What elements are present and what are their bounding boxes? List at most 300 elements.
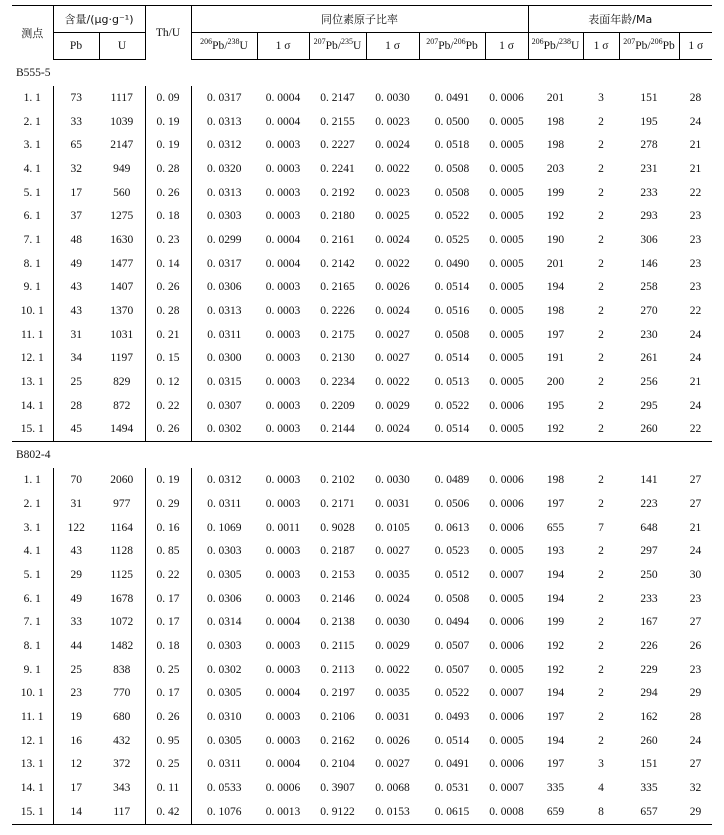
cell-sigma-3: 0. 0005 — [489, 423, 524, 436]
cell-sigma-3: 0. 0005 — [489, 663, 524, 676]
header-isotope-ratio: 同位素原子比率 — [191, 6, 528, 33]
cell-r207-235: 0. 2241 — [320, 162, 355, 175]
cell-age-207-206: 256 — [640, 376, 658, 389]
cell-r207-206: 0. 0514 — [434, 734, 470, 747]
cell-sigma-5: 24 — [689, 115, 702, 128]
cell-sigma-2: 0. 0026 — [375, 281, 410, 294]
cell-sigma-4: 2 — [598, 186, 604, 199]
cell-r207-235: 0. 2197 — [320, 687, 355, 700]
cell-sigma-4: 2 — [598, 592, 604, 605]
header-content: 含量/(μg·g⁻¹) — [53, 6, 145, 33]
cell-r207-206: 0. 0514 — [434, 281, 470, 294]
cell-age-206-238: 194 — [546, 568, 565, 581]
cell-r207-235: 0. 9028 — [320, 521, 355, 534]
table-row — [12, 539, 712, 563]
cell-sigma-1: 0. 0003 — [265, 497, 301, 510]
cell-sigma-2: 0. 0022 — [375, 376, 410, 389]
cell-sigma-3: 0. 0007 — [489, 687, 524, 700]
cell-sigma-1: 0. 0003 — [265, 352, 301, 365]
cell-u: 1494 — [99, 418, 145, 442]
cell-sigma-2: 0. 0035 — [375, 568, 410, 581]
cell-sigma-5: 29 — [689, 687, 702, 700]
cell-u: 1128 — [99, 539, 145, 563]
cell-pb: 12 — [70, 758, 82, 771]
cell-r207-206: 0. 0615 — [419, 800, 485, 824]
cell-r206-238: 0. 0315 — [207, 376, 242, 389]
cell-age-207-206: 294 — [640, 687, 658, 700]
cell-sigma-5: 27 — [689, 616, 702, 629]
cell-u: 1039 — [99, 110, 145, 134]
cell-sigma-2: 0. 0031 — [375, 711, 410, 724]
cell-age-206-238: 197 — [546, 758, 565, 771]
cell-pb: 32 — [70, 162, 82, 175]
cell-r207-235: 0. 2142 — [320, 257, 355, 270]
cell-sigma-1: 0. 0013 — [257, 800, 309, 824]
table-row — [12, 468, 712, 492]
cell-pb: 43 — [70, 305, 82, 318]
cell-sigma-4: 3 — [598, 758, 604, 771]
cell-age-206-238: 655 — [546, 521, 565, 534]
cell-sigma-1: 0. 0003 — [265, 423, 301, 436]
cell-sigma-4: 2 — [598, 257, 604, 270]
table-header — [12, 6, 712, 60]
table-row — [12, 323, 712, 347]
cell-r206-238: 0. 0306 — [207, 281, 242, 294]
cell-sigma-1: 0. 0003 — [265, 663, 301, 676]
cell-sigma-3: 0. 0006 — [489, 497, 524, 510]
cell-pb: 49 — [70, 257, 82, 270]
cell-r207-235: 0. 2153 — [320, 568, 355, 581]
cell-sigma-1: 0. 0003 — [265, 568, 301, 581]
cell-sigma-5: 21 — [689, 521, 702, 534]
cell-age-207-206: 233 — [640, 592, 658, 605]
cell-r207-206: 0. 0490 — [434, 257, 470, 270]
cell-r207-235: 0. 2144 — [320, 423, 355, 436]
cell-u: 770 — [99, 682, 145, 706]
cell-u: 432 — [99, 729, 145, 753]
cell-age-206-238: 197 — [546, 328, 565, 341]
cell-age-206-238: 194 — [546, 281, 565, 294]
cell-r207-206: 0. 0522 — [434, 399, 470, 412]
cell-spot: 3. 1 — [12, 133, 53, 157]
cell-age-206-238: 203 — [546, 162, 565, 175]
cell-age-206-238: 192 — [546, 663, 565, 676]
cell-pb: 16 — [70, 734, 82, 747]
cell-sigma-4: 7 — [598, 521, 604, 534]
cell-r207-235: 0. 2227 — [320, 139, 355, 152]
cell-age-206-238: 193 — [546, 545, 565, 558]
cell-thu: 0. 23 — [145, 228, 191, 252]
cell-r206-238: 0. 0306 — [207, 592, 242, 605]
cell-sigma-2: 0. 0022 — [375, 663, 410, 676]
cell-sigma-1: 0. 0004 — [265, 687, 301, 700]
table-row — [12, 370, 712, 394]
cell-sigma-4: 8 — [583, 800, 619, 824]
cell-pb: 25 — [70, 376, 82, 389]
cell-sigma-3: 0. 0005 — [489, 115, 524, 128]
cell-r207-235: 0. 9122 — [309, 800, 366, 824]
cell-r207-206: 0. 0516 — [434, 305, 470, 318]
cell-sigma-1: 0. 0003 — [265, 281, 301, 294]
cell-r206-238: 0. 0299 — [207, 233, 242, 246]
cell-r207-206: 0. 0613 — [434, 521, 470, 534]
cell-thu: 0. 95 — [145, 729, 191, 753]
cell-sigma-4: 2 — [598, 210, 604, 223]
cell-pb: 43 — [70, 281, 82, 294]
cell-spot: 11. 1 — [12, 323, 53, 347]
cell-u: 1477 — [99, 252, 145, 276]
cell-sigma-5: 24 — [689, 352, 702, 365]
cell-sigma-1: 0. 0003 — [265, 592, 301, 605]
cell-age-206-238: 198 — [546, 305, 565, 318]
cell-sigma-5: 22 — [689, 423, 702, 436]
cell-u: 1370 — [99, 299, 145, 323]
cell-r207-206: 0. 0508 — [434, 162, 470, 175]
cell-age-207-206: 195 — [640, 115, 658, 128]
cell-pb: 33 — [70, 115, 82, 128]
cell-thu: 0. 19 — [145, 110, 191, 134]
cell-thu: 0. 85 — [145, 539, 191, 563]
cell-u: 949 — [99, 157, 145, 181]
cell-age-207-206: 270 — [640, 305, 658, 318]
cell-age-207-206: 260 — [640, 734, 658, 747]
header-age-206-238: $^{206}$Pb/$^{238}$U — [528, 33, 583, 60]
table-row — [12, 276, 712, 300]
cell-r206-238: 0. 1069 — [207, 521, 242, 534]
cell-pb: 48 — [70, 233, 82, 246]
cell-spot: 15. 1 — [12, 418, 53, 442]
table-row — [12, 563, 712, 587]
cell-sigma-5: 23 — [689, 663, 702, 676]
table-row — [12, 634, 712, 658]
cell-u: 1407 — [99, 276, 145, 300]
cell-spot: 11. 1 — [12, 705, 53, 729]
cell-sigma-3: 0. 0006 — [489, 711, 524, 724]
cell-r207-206: 0. 0500 — [434, 115, 470, 128]
cell-spot: 8. 1 — [12, 252, 53, 276]
cell-pb: 17 — [70, 782, 82, 795]
cell-age-206-238: 192 — [546, 210, 565, 223]
header-pb: Pb — [53, 33, 99, 60]
table-row — [12, 418, 712, 442]
cell-spot: 10. 1 — [12, 299, 53, 323]
cell-r207-235: 0. 2155 — [320, 115, 355, 128]
cell-spot: 12. 1 — [12, 729, 53, 753]
cell-r207-206: 0. 0508 — [434, 592, 470, 605]
cell-age-207-206: 250 — [640, 568, 658, 581]
cell-age-207-206: 162 — [640, 711, 658, 724]
cell-thu: 0. 19 — [145, 468, 191, 492]
header-spot: 测点 — [12, 6, 53, 60]
cell-sigma-1: 0. 0004 — [265, 257, 301, 270]
cell-age-207-206: 306 — [640, 233, 658, 246]
cell-sigma-3: 0. 0006 — [489, 399, 524, 412]
cell-sigma-5: 21 — [689, 162, 702, 175]
cell-sigma-4: 2 — [598, 233, 604, 246]
cell-sigma-5: 27 — [689, 474, 702, 487]
cell-u: 2060 — [99, 468, 145, 492]
cell-sigma-3: 0. 0006 — [489, 474, 524, 487]
cell-spot: 2. 1 — [12, 110, 53, 134]
cell-thu: 0. 15 — [145, 347, 191, 371]
cell-pb: 122 — [67, 521, 85, 534]
cell-age-206-238: 201 — [546, 91, 565, 104]
cell-r207-235: 0. 2146 — [320, 592, 355, 605]
cell-thu: 0. 17 — [145, 610, 191, 634]
cell-sigma-3: 0. 0005 — [489, 233, 524, 246]
cell-sigma-3: 0. 0005 — [489, 186, 524, 199]
table-row — [12, 347, 712, 371]
cell-sigma-1: 0. 0003 — [265, 734, 301, 747]
cell-sigma-1: 0. 0004 — [265, 115, 301, 128]
cell-r207-235: 0. 2234 — [320, 376, 355, 389]
cell-r206-238: 0. 0317 — [207, 257, 242, 270]
cell-spot: 12. 1 — [12, 347, 53, 371]
cell-thu: 0. 22 — [145, 563, 191, 587]
cell-sigma-4: 2 — [598, 305, 604, 318]
cell-sigma-1: 0. 0003 — [265, 305, 301, 318]
cell-age-206-238: 199 — [546, 186, 565, 199]
cell-r207-206: 0. 0525 — [434, 233, 470, 246]
table-row — [12, 800, 712, 824]
cell-sigma-1: 0. 0004 — [265, 758, 301, 771]
cell-r207-206: 0. 0507 — [434, 663, 470, 676]
header-sigma-2: 1 σ — [366, 33, 419, 60]
cell-pb: 25 — [70, 663, 82, 676]
cell-thu: 0. 28 — [145, 157, 191, 181]
cell-sigma-2: 0. 0030 — [375, 91, 410, 104]
cell-r207-235: 0. 2113 — [320, 663, 355, 676]
cell-r207-206: 0. 0508 — [434, 328, 470, 341]
cell-sigma-4: 2 — [598, 139, 604, 152]
cell-sigma-4: 2 — [598, 497, 604, 510]
table-row — [12, 299, 712, 323]
table-row — [12, 658, 712, 682]
cell-r206-238: 0. 1076 — [191, 800, 257, 824]
cell-sigma-3: 0. 0005 — [489, 257, 524, 270]
cell-sigma-5: 24 — [689, 545, 702, 558]
cell-sigma-2: 0. 0029 — [375, 399, 410, 412]
cell-r207-206: 0. 0531 — [434, 782, 470, 795]
cell-thu: 0. 21 — [145, 323, 191, 347]
cell-sigma-2: 0. 0030 — [375, 616, 410, 629]
cell-spot: 9. 1 — [12, 658, 53, 682]
cell-sigma-1: 0. 0003 — [265, 328, 301, 341]
table-row — [12, 133, 712, 157]
cell-age-206-238: 335 — [546, 782, 565, 795]
cell-sigma-3: 0. 0006 — [489, 616, 524, 629]
cell-sigma-4: 4 — [598, 782, 604, 795]
cell-sigma-3: 0. 0005 — [489, 210, 524, 223]
header-ratio-207-235: $^{207}$Pb/$^{235}$U — [309, 33, 366, 60]
cell-sigma-2: 0. 0027 — [375, 328, 410, 341]
cell-pb: 23 — [70, 687, 82, 700]
cell-sigma-2: 0. 0030 — [375, 474, 410, 487]
cell-sigma-2: 0. 0027 — [375, 352, 410, 365]
cell-r207-235: 0. 2138 — [320, 616, 355, 629]
cell-spot: 5. 1 — [12, 181, 53, 205]
cell-spot: 5. 1 — [12, 563, 53, 587]
cell-sigma-5: 23 — [689, 592, 702, 605]
table-row — [12, 753, 712, 777]
cell-pb: 14 — [53, 800, 99, 824]
cell-thu: 0. 26 — [145, 276, 191, 300]
cell-sigma-1: 0. 0003 — [265, 545, 301, 558]
cell-sigma-3: 0. 0005 — [489, 376, 524, 389]
cell-sigma-4: 2 — [598, 162, 604, 175]
cell-sigma-3: 0. 0005 — [489, 592, 524, 605]
cell-pb: 29 — [70, 568, 82, 581]
cell-sigma-2: 0. 0024 — [375, 423, 410, 436]
cell-thu: 0. 17 — [145, 587, 191, 611]
cell-r207-206: 0. 0513 — [434, 376, 470, 389]
table-row — [12, 86, 712, 110]
cell-sigma-1: 0. 0003 — [265, 711, 301, 724]
cell-sigma-2: 0. 0022 — [375, 162, 410, 175]
cell-age-206-238: 194 — [546, 687, 565, 700]
cell-sigma-3: 0. 0007 — [489, 568, 524, 581]
cell-r207-235: 0. 2165 — [320, 281, 355, 294]
cell-sigma-4: 2 — [598, 663, 604, 676]
header-sigma-3: 1 σ — [485, 33, 528, 60]
header-ratio-206-238: $^{206}$Pb/$^{238}$U — [191, 33, 257, 60]
cell-r206-238: 0. 0300 — [207, 352, 242, 365]
cell-thu: 0. 42 — [145, 800, 191, 824]
cell-spot: 10. 1 — [12, 682, 53, 706]
cell-age-207-206: 657 — [619, 800, 679, 824]
cell-sigma-4: 2 — [598, 115, 604, 128]
cell-r207-206: 0. 0489 — [434, 474, 470, 487]
cell-sigma-2: 0. 0026 — [375, 734, 410, 747]
cell-r207-206: 0. 0493 — [434, 711, 470, 724]
cell-thu: 0. 22 — [145, 394, 191, 418]
cell-spot: 3. 1 — [12, 516, 53, 540]
cell-pb: 65 — [70, 139, 82, 152]
cell-spot: 8. 1 — [12, 634, 53, 658]
cell-spot: 13. 1 — [12, 753, 53, 777]
cell-thu: 0. 18 — [145, 204, 191, 228]
cell-r206-238: 0. 0305 — [207, 687, 242, 700]
cell-thu: 0. 09 — [145, 86, 191, 110]
cell-r206-238: 0. 0312 — [207, 139, 242, 152]
cell-r206-238: 0. 0314 — [207, 616, 242, 629]
cell-sigma-5: 23 — [689, 233, 702, 246]
cell-thu: 0. 14 — [145, 252, 191, 276]
cell-sigma-5: 27 — [689, 758, 702, 771]
cell-sigma-2: 0. 0024 — [375, 139, 410, 152]
cell-age-207-206: 648 — [640, 521, 658, 534]
cell-pb: 44 — [70, 639, 82, 652]
cell-thu: 0. 26 — [145, 418, 191, 442]
header-age-207-206: $^{207}$Pb/$^{206}$Pb — [619, 33, 679, 60]
cell-sigma-1: 0. 0006 — [265, 782, 301, 795]
cell-r206-238: 0. 0317 — [207, 91, 242, 104]
cell-sigma-2: 0. 0105 — [375, 521, 410, 534]
cell-sigma-2: 0. 0024 — [375, 305, 410, 318]
cell-sigma-3: 0. 0006 — [489, 521, 524, 534]
cell-r207-206: 0. 0523 — [434, 545, 470, 558]
cell-pb: 19 — [70, 711, 82, 724]
cell-age-207-206: 151 — [640, 758, 658, 771]
cell-spot: 9. 1 — [12, 276, 53, 300]
cell-pb: 31 — [70, 497, 82, 510]
header-ratio-207-206: $^{207}$Pb/$^{206}$Pb — [419, 33, 485, 60]
cell-pb: 73 — [70, 91, 82, 104]
cell-r206-238: 0. 0311 — [207, 328, 242, 341]
cell-pb: 31 — [70, 328, 82, 341]
cell-sigma-1: 0. 0003 — [265, 639, 301, 652]
section-header-row — [12, 442, 712, 469]
cell-age-207-206: 223 — [640, 497, 658, 510]
cell-sigma-4: 2 — [598, 376, 604, 389]
zircon-u-pb-table — [12, 5, 712, 825]
cell-thu: 0. 28 — [145, 299, 191, 323]
cell-age-207-206: 226 — [640, 639, 658, 652]
cell-spot: 4. 1 — [12, 157, 53, 181]
cell-pb: 17 — [70, 186, 82, 199]
cell-r206-238: 0. 0311 — [207, 497, 242, 510]
cell-pb: 37 — [70, 210, 82, 223]
cell-age-207-206: 297 — [640, 545, 658, 558]
cell-r207-235: 0. 2209 — [320, 399, 355, 412]
cell-u: 560 — [99, 181, 145, 205]
cell-thu: 0. 26 — [145, 705, 191, 729]
cell-thu: 0. 29 — [145, 492, 191, 516]
cell-u: 343 — [99, 776, 145, 800]
table-row — [12, 610, 712, 634]
cell-sigma-5: 29 — [679, 800, 712, 824]
cell-sigma-4: 2 — [598, 568, 604, 581]
cell-sigma-2: 0. 0031 — [375, 497, 410, 510]
cell-r206-238: 0. 0313 — [207, 305, 242, 318]
cell-age-207-206: 141 — [640, 474, 658, 487]
cell-thu: 0. 19 — [145, 133, 191, 157]
cell-sigma-5: 30 — [689, 568, 702, 581]
cell-r206-238: 0. 0303 — [207, 639, 242, 652]
cell-age-206-238: 192 — [546, 639, 565, 652]
cell-r207-206: 0. 0514 — [434, 423, 470, 436]
cell-sigma-5: 22 — [689, 305, 702, 318]
cell-sigma-4: 2 — [598, 687, 604, 700]
cell-u: 1678 — [99, 587, 145, 611]
cell-u: 1031 — [99, 323, 145, 347]
cell-r207-206: 0. 0522 — [434, 210, 470, 223]
cell-sigma-5: 26 — [689, 639, 702, 652]
cell-pb: 70 — [70, 474, 82, 487]
cell-age-207-206: 261 — [640, 352, 658, 365]
cell-spot: 6. 1 — [12, 204, 53, 228]
cell-r207-206: 0. 0518 — [434, 139, 470, 152]
cell-r206-238: 0. 0305 — [207, 568, 242, 581]
section-body — [12, 442, 712, 824]
cell-spot: 7. 1 — [12, 228, 53, 252]
cell-age-206-238: 200 — [546, 376, 565, 389]
cell-r207-235: 0. 2104 — [320, 758, 355, 771]
cell-sigma-1: 0. 0004 — [265, 616, 301, 629]
table-row — [12, 705, 712, 729]
table-row — [12, 729, 712, 753]
cell-sigma-1: 0. 0003 — [265, 139, 301, 152]
cell-thu: 0. 11 — [145, 776, 191, 800]
cell-sigma-1: 0. 0003 — [265, 162, 301, 175]
section-name: B802-4 — [12, 442, 712, 469]
cell-sigma-3: 0. 0005 — [489, 352, 524, 365]
cell-r206-238: 0. 0310 — [207, 711, 242, 724]
cell-pb: 33 — [70, 616, 82, 629]
cell-pb: 28 — [70, 399, 82, 412]
cell-r207-235: 0. 2106 — [320, 711, 355, 724]
cell-sigma-3: 0. 0005 — [489, 305, 524, 318]
